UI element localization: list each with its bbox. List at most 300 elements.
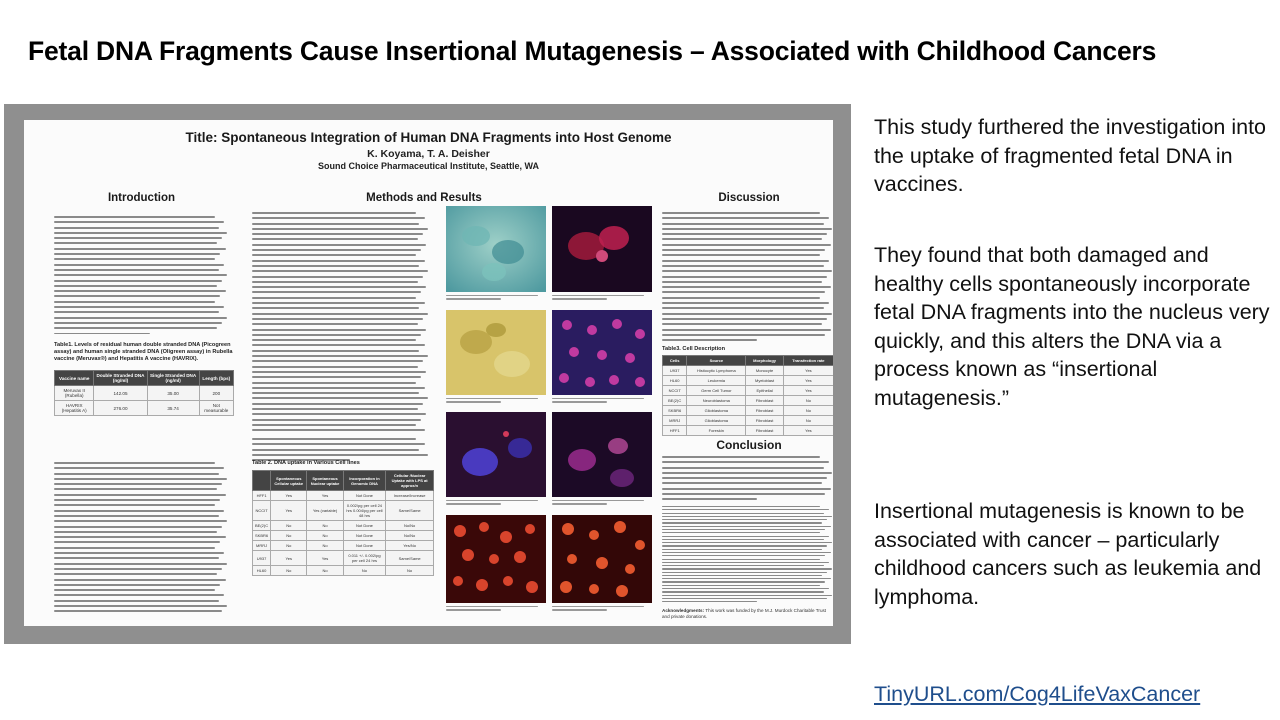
table-cell: Yes: [307, 491, 343, 501]
table-cell: HFF1: [253, 491, 271, 501]
text-line: [662, 552, 831, 553]
tinyurl-link[interactable]: TinyURL.com/Cog4LifeVaxCancer: [874, 682, 1201, 706]
table1-header: Single Stranded DNA (ng/ml): [147, 371, 199, 386]
text-line: [662, 334, 825, 336]
table-row: [663, 416, 834, 426]
table-cell: No/No: [386, 531, 434, 541]
text-line: [54, 605, 227, 607]
text-line: [552, 503, 607, 504]
table-cell: 0.011 +/- 0.002/pg per cell 24 hrs: [343, 551, 386, 566]
text-line: [54, 510, 224, 512]
table-cell: No: [307, 521, 343, 531]
introduction-heading: Introduction: [107, 192, 176, 204]
text-line: [662, 595, 832, 596]
table3: [662, 355, 833, 436]
table-cell: Yes (variable): [307, 501, 343, 521]
table-cell: 200: [199, 386, 233, 401]
table1-header: Vaccine name: [55, 371, 94, 386]
figure-caption: [446, 500, 546, 510]
table-cell: Yes: [271, 551, 307, 566]
text-line: [252, 366, 418, 368]
text-line: [252, 376, 421, 378]
text-line: [662, 456, 820, 458]
table-cell: No: [271, 531, 307, 541]
text-line: [446, 298, 501, 299]
poster-title: Title: Spontaneous Integration of Human DNA Fragments into Host Genome: [185, 130, 672, 145]
text-line: [54, 515, 219, 517]
text-line: [662, 286, 831, 288]
text-line: [662, 228, 832, 230]
table-row: [55, 386, 234, 401]
text-line: [252, 339, 416, 341]
text-line: [54, 610, 222, 612]
text-line: [54, 573, 217, 575]
text-line: [662, 233, 827, 235]
text-line: [662, 506, 820, 507]
text-line: [662, 472, 832, 474]
text-line: [252, 397, 428, 399]
table-row: [663, 426, 834, 436]
table-row: [253, 551, 434, 566]
table-cell: Not Done: [343, 491, 386, 501]
references-text-block: [662, 506, 833, 606]
microscopy-photo-orange-nuclei: [552, 515, 652, 603]
table-cell: Meruvax II (Rubella): [55, 386, 94, 401]
table-cell: Yes: [271, 501, 307, 521]
table-cell: HL60: [253, 566, 271, 576]
text-line: [252, 238, 418, 240]
text-line: [662, 318, 827, 320]
text-line: [662, 539, 824, 540]
table-cell: U937: [253, 551, 271, 566]
text-line: [552, 500, 644, 501]
text-line: [446, 398, 538, 399]
microscopy-photo-yellow-cells: [446, 310, 546, 395]
text-line: [252, 454, 428, 456]
text-line: [252, 281, 418, 283]
text-line: [54, 258, 215, 260]
table-cell: Yes: [783, 376, 833, 386]
text-line: [252, 429, 425, 431]
text-line: [252, 291, 421, 293]
text-line: [54, 552, 224, 554]
table-cell: No: [307, 541, 343, 551]
discussion-heading: Discussion: [718, 192, 780, 204]
text-line: [54, 520, 227, 522]
text-line: [54, 301, 215, 303]
table-row: [253, 566, 434, 576]
text-line: [54, 306, 224, 308]
text-line: [252, 419, 421, 421]
table-row: [253, 501, 434, 521]
table3-caption: Table3. Cell Description: [662, 346, 725, 352]
text-line: [662, 488, 831, 490]
microscopy-photo-purple-dots: [552, 310, 652, 395]
text-line: [662, 542, 832, 543]
table-cell: Neuroblastoma: [687, 396, 746, 406]
figure-caption: [552, 295, 652, 305]
summary-paragraph-1: This study furthered the investigation into the uptake of fragmented fetal DNA in vaccines.: [874, 115, 1266, 196]
table1: [54, 370, 234, 416]
table1-header: Double Stranded DNA (ng/ml): [94, 371, 147, 386]
text-line: [662, 575, 822, 576]
table-cell: Foreskin: [687, 426, 746, 436]
text-line: [252, 443, 425, 445]
text-line: [54, 311, 219, 313]
text-line: [252, 270, 428, 272]
text-line: [662, 562, 829, 563]
table-cell: No: [386, 566, 434, 576]
text-line: [552, 298, 607, 299]
table-row: [253, 491, 434, 501]
text-line: [252, 382, 416, 384]
table-row: [663, 386, 834, 396]
text-line: [54, 557, 219, 559]
text-line: [446, 503, 501, 504]
table-cell: Glioblastoma: [687, 406, 746, 416]
text-line: [54, 237, 222, 239]
text-line: [54, 274, 227, 276]
text-line: [252, 438, 416, 440]
text-line: [252, 334, 421, 336]
text-line: [54, 526, 222, 528]
table-cell: Yes: [307, 551, 343, 566]
text-line: [662, 461, 829, 463]
text-line: [54, 568, 222, 570]
text-line: [662, 549, 822, 550]
text-line: [662, 519, 827, 520]
table-cell: Myeloblast: [746, 376, 784, 386]
table2-header: [253, 471, 271, 491]
text-line: [252, 276, 423, 278]
text-line: [662, 339, 757, 341]
text-line: [662, 307, 824, 309]
figure-caption: [446, 295, 546, 305]
text-line: [252, 260, 425, 262]
text-line: [54, 462, 215, 464]
poster-header: [24, 120, 833, 180]
table-cell: Yes: [783, 426, 833, 436]
text-line: [54, 327, 217, 329]
text-line: [662, 467, 824, 469]
text-line: [662, 297, 820, 299]
poster-affiliation: Sound Choice Pharmaceutical Institute, Seattle, WA: [317, 161, 540, 171]
table2-header: Spontaneous Cellular uptake: [271, 471, 307, 491]
text-line: [54, 264, 224, 266]
text-line: [54, 227, 219, 229]
text-line: [662, 588, 829, 589]
text-line: [552, 295, 644, 296]
introduction-text-block: [54, 216, 229, 334]
text-line: [54, 216, 215, 218]
acknowledgments-label: Acknowledgments:: [662, 608, 705, 613]
text-line: [662, 526, 831, 527]
text-line: [252, 424, 416, 426]
table-cell: 276.00: [94, 401, 147, 416]
table-cell: Glioblastoma: [687, 416, 746, 426]
table-cell: 0.002/pg per cell 24 hrs 0.004/pg per cell 48 hrs: [343, 501, 386, 521]
text-line: [662, 238, 822, 240]
text-line: [54, 600, 219, 602]
text-line: [252, 233, 423, 235]
text-line: [662, 217, 829, 219]
text-line: [662, 513, 824, 514]
table-cell: No: [343, 566, 386, 576]
table-cell: Increase/Increase: [386, 491, 434, 501]
text-line: [662, 244, 831, 246]
table2-header: Spontaneous Nuclear uptake: [307, 471, 343, 491]
text-line: [662, 260, 829, 262]
text-line: [662, 532, 820, 533]
text-line: [54, 242, 217, 244]
table2-header: Cellular /Nuclear Uptake with LPS at approx/n: [386, 471, 434, 491]
slide-title: Fetal DNA Fragments Cause Insertional Mutagenesis – Associated with Childhood Cancers: [28, 36, 1157, 66]
text-line: [446, 401, 501, 402]
text-line: [252, 244, 426, 246]
table2-caption: Table 2. DNA uptake in Various Cell lines: [252, 460, 360, 466]
text-line: [662, 529, 825, 530]
table-cell: Not Done: [343, 541, 386, 551]
table-cell: Histiocytic Lymphoma: [687, 366, 746, 376]
text-line: [252, 318, 423, 320]
conclusion-heading: Conclusion: [716, 438, 782, 452]
text-line: [662, 276, 827, 278]
table3-header: Transfection rate: [783, 356, 833, 366]
table-cell: Fibroblast: [746, 426, 784, 436]
text-line: [54, 248, 226, 250]
text-line: [662, 516, 832, 517]
text-line: [662, 509, 829, 510]
text-line: [662, 585, 820, 586]
figure-caption: [446, 398, 546, 408]
text-line: [54, 547, 215, 549]
text-line: [252, 344, 425, 346]
text-line: [662, 212, 820, 214]
text-line: [662, 291, 825, 293]
table3-header: Source: [687, 356, 746, 366]
text-line: [54, 563, 227, 565]
text-line: [54, 317, 227, 319]
text-line: [662, 578, 831, 579]
text-line: [662, 591, 824, 592]
text-line: [252, 355, 428, 357]
text-line: [662, 536, 829, 537]
text-line: [552, 398, 644, 399]
table-cell: BE(2)C: [663, 396, 687, 406]
text-line: [662, 572, 827, 573]
text-line: [252, 387, 425, 389]
text-line: [662, 265, 824, 267]
text-line: [662, 223, 824, 225]
text-line: [662, 254, 820, 256]
table-cell: No/No: [386, 521, 434, 531]
table-cell: No: [307, 566, 343, 576]
text-line: [54, 488, 217, 490]
table-row: [253, 531, 434, 541]
text-line: [252, 228, 428, 230]
text-line: [252, 392, 419, 394]
text-line: [662, 581, 825, 582]
text-line: [54, 541, 220, 543]
summary-paragraph-2: They found that both damaged and healthy cells spontaneously incorporate fetal DNA fragments into the nucleus very quickly, and this alters the DNA via a process known as “insertional mutagenesis.”: [874, 243, 1270, 410]
microscopy-photo-green-cells: [446, 206, 546, 292]
table-cell: NCCIT: [253, 501, 271, 521]
text-line: [446, 295, 538, 296]
text-line: [662, 555, 825, 556]
text-line: [54, 269, 219, 271]
table-row: [253, 541, 434, 551]
text-line: [54, 584, 220, 586]
text-line: [252, 302, 425, 304]
table-cell: Fibroblast: [746, 416, 784, 426]
table-cell: 35.74: [147, 401, 199, 416]
table-cell: Yes: [783, 366, 833, 376]
text-line: [252, 286, 426, 288]
poster-image-frame: [4, 104, 851, 644]
text-line: [252, 265, 419, 267]
table-cell: 142.05: [94, 386, 147, 401]
table-cell: BE(2)C: [253, 521, 271, 531]
materials-methods-text-block: [54, 462, 229, 614]
text-line: [252, 403, 423, 405]
text-line: [252, 408, 418, 410]
text-line: [662, 565, 824, 566]
poster-authors: K. Koyama, T. A. Deisher: [367, 148, 490, 160]
table-cell: No: [307, 531, 343, 541]
table-cell: Fibroblast: [746, 406, 784, 416]
table-cell: No: [783, 396, 833, 406]
research-poster: [24, 120, 833, 626]
text-line: [54, 494, 226, 496]
table-cell: Same/Same: [386, 551, 434, 566]
text-line: [252, 449, 419, 451]
text-line: [662, 477, 827, 479]
acknowledgments-text: This work was funded by the M.J. Murdock Charitable Trust and private donations.: [662, 608, 827, 619]
methods-text-block: [252, 212, 430, 432]
table-row: [55, 401, 234, 416]
text-line: [252, 297, 416, 299]
text-line: [662, 598, 827, 599]
table-cell: No: [783, 416, 833, 426]
microscopy-photo-red-blue-nuclei: [552, 206, 652, 292]
text-line: [252, 371, 426, 373]
table-cell: HL60: [663, 376, 687, 386]
text-line: [252, 323, 418, 325]
table-cell: Yes/No: [386, 541, 434, 551]
text-line: [552, 609, 607, 610]
table-cell: Same/Same: [386, 501, 434, 521]
table-cell: Germ Cell Tumor: [687, 386, 746, 396]
text-line: [662, 493, 825, 495]
text-line: [54, 504, 215, 506]
text-line: [662, 498, 757, 500]
table-cell: 35.00: [147, 386, 199, 401]
text-line: [54, 483, 222, 485]
table-cell: U937: [663, 366, 687, 376]
table-cell: NCCIT: [663, 386, 687, 396]
text-line: [662, 482, 822, 484]
text-line: [662, 559, 820, 560]
text-line: [54, 499, 220, 501]
text-line: [252, 329, 426, 331]
text-line: [54, 531, 217, 533]
methods-results-heading: Methods and Results: [366, 192, 482, 204]
text-line: [662, 545, 827, 546]
text-line: [54, 295, 220, 297]
microscopy-photo-magenta-cells: [552, 412, 652, 497]
microscopy-photo-red-nuclei: [446, 515, 546, 603]
table-cell: SKBR6: [663, 406, 687, 416]
text-line: [252, 413, 426, 415]
table-cell: No: [271, 521, 307, 531]
table-cell: Leukemia: [687, 376, 746, 386]
text-line: [252, 254, 416, 256]
table-cell: HAVRIX (Hepatitis A): [55, 401, 94, 416]
text-line: [662, 329, 831, 331]
text-line: [252, 249, 421, 251]
text-line: [252, 313, 428, 315]
text-line: [662, 302, 829, 304]
acknowledgments: [662, 608, 833, 620]
text-line: [54, 536, 226, 538]
text-line: [446, 500, 538, 501]
table-cell: Not Done: [343, 531, 386, 541]
microscopy-photo-blue-nuclei: [446, 412, 546, 497]
figure-caption: [552, 500, 652, 510]
text-line: [662, 270, 832, 272]
text-line: [54, 467, 224, 469]
text-line: [552, 606, 644, 607]
text-line: [662, 568, 832, 569]
table-cell: Monocyte: [746, 366, 784, 376]
text-line: [662, 522, 822, 523]
text-line: [54, 322, 222, 324]
table-cell: SKBR6: [253, 531, 271, 541]
conclusion-text-block: [662, 456, 833, 502]
text-line: [252, 217, 425, 219]
text-line: [662, 249, 825, 251]
text-line: [54, 333, 150, 334]
figure-caption: [446, 606, 546, 616]
table-row: [663, 396, 834, 406]
table-cell: Not measurable: [199, 401, 233, 416]
text-line: [446, 609, 501, 610]
table-cell: MRRJ: [253, 541, 271, 551]
table-cell: No: [271, 566, 307, 576]
text-line: [252, 212, 416, 214]
text-line: [662, 323, 822, 325]
table1-caption: Table1. Levels of residual human double stranded DNA (Picogreen assay) and human single stranded DNA (Oligreen assay) in Rubella vaccine (Meruvax®) and Hepatitis A vaccine (HAVRIX).: [54, 342, 233, 362]
table-row: [663, 406, 834, 416]
table-cell: Epithelial: [746, 386, 784, 396]
text-line: [252, 350, 419, 352]
figure-caption: [552, 398, 652, 408]
text-line: [446, 606, 538, 607]
text-line: [54, 478, 227, 480]
table-cell: Yes: [271, 491, 307, 501]
text-line: [552, 401, 607, 402]
text-line: [54, 221, 224, 223]
table-cell: No: [271, 541, 307, 551]
table-cell: HFF1: [663, 426, 687, 436]
text-line: [662, 313, 832, 315]
table-row: [663, 376, 834, 386]
discussion-text-block: [662, 212, 833, 342]
text-line: [662, 601, 757, 602]
text-line: [54, 280, 222, 282]
text-line: [54, 589, 215, 591]
table-cell: Fibroblast: [746, 396, 784, 406]
